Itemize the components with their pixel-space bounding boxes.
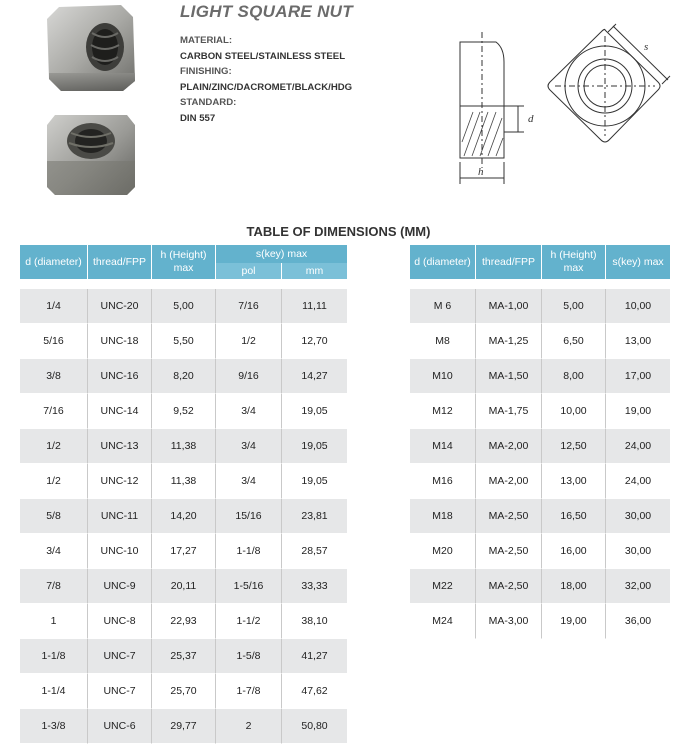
table-cell: 25,70 [152, 674, 216, 709]
header-pol: pol [216, 263, 282, 279]
table-cell: 17,00 [606, 359, 670, 394]
spec-material-label: MATERIAL: [180, 35, 233, 46]
table-cell: 14,20 [152, 499, 216, 534]
table-cell: UNC-16 [88, 359, 152, 394]
table-row [20, 534, 347, 569]
table-cell: 32,00 [606, 569, 670, 604]
table-row [410, 429, 670, 464]
imperial-dimensions-table [20, 245, 347, 744]
square-nut-photo-bottom [45, 111, 137, 197]
table-cell: M12 [410, 394, 476, 429]
header-thread: thread/FPP [476, 245, 542, 279]
table-spacer-row [20, 279, 347, 289]
table-cell: 6,50 [542, 324, 606, 359]
table-cell: 41,27 [282, 639, 347, 674]
technical-drawing [440, 22, 676, 190]
table-cell: 1-3/8 [20, 709, 88, 744]
table-row [410, 464, 670, 499]
drawing-label-h: h [478, 166, 484, 178]
drawing-label-s: s [644, 41, 649, 53]
header-d-diameter: d (diameter) [410, 245, 476, 279]
table-cell: UNC-10 [88, 534, 152, 569]
table-cell: 1-1/8 [20, 639, 88, 674]
table-row [410, 394, 670, 429]
table-cell: UNC-11 [88, 499, 152, 534]
table-cell: 19,05 [282, 394, 347, 429]
table-cell: M22 [410, 569, 476, 604]
table-cell: 5/16 [20, 324, 88, 359]
table-cell: MA-1,75 [476, 394, 542, 429]
table-cell: MA-3,00 [476, 604, 542, 639]
header-h-height [152, 245, 216, 279]
table-cell: UNC-7 [88, 674, 152, 709]
table-cell: 7/16 [20, 394, 88, 429]
spec-finishing-label: FINISHING: [180, 66, 232, 77]
table-row [20, 359, 347, 394]
table-cell: 20,11 [152, 569, 216, 604]
table-cell: 11,38 [152, 464, 216, 499]
table-cell: 5,00 [152, 289, 216, 324]
table-cell: 30,00 [606, 499, 670, 534]
table-row [410, 569, 670, 604]
table-cell: M 6 [410, 289, 476, 324]
table-cell: 3/4 [216, 394, 282, 429]
table-cell: 1-1/4 [20, 674, 88, 709]
table-cell: MA-2,00 [476, 464, 542, 499]
table-cell: 29,77 [152, 709, 216, 744]
table-cell: 23,81 [282, 499, 347, 534]
header-h-line2: max [173, 262, 194, 274]
table-cell: 1/2 [20, 429, 88, 464]
table-cell: 10,00 [542, 394, 606, 429]
table-row [410, 499, 670, 534]
table-row [20, 464, 347, 499]
table-cell: M8 [410, 324, 476, 359]
table-row [410, 289, 670, 324]
table-cell: M14 [410, 429, 476, 464]
table-cell: MA-2,00 [476, 429, 542, 464]
header-s-key: s(key) max [606, 245, 670, 279]
table-cell: 15/16 [216, 499, 282, 534]
table-cell: MA-1,25 [476, 324, 542, 359]
square-nut-photo-top [45, 3, 137, 93]
table-cell: M10 [410, 359, 476, 394]
table-cell: UNC-6 [88, 709, 152, 744]
imperial-table-body [20, 279, 347, 744]
table-cell: 10,00 [606, 289, 670, 324]
table-row [20, 429, 347, 464]
table-cell: 8,20 [152, 359, 216, 394]
table-cell: MA-2,50 [476, 534, 542, 569]
table-cell: 38,10 [282, 604, 347, 639]
table-cell: 24,00 [606, 464, 670, 499]
table-cell: 19,05 [282, 429, 347, 464]
table-cell: UNC-14 [88, 394, 152, 429]
table-cell: 8,00 [542, 359, 606, 394]
header-mm: mm [282, 263, 347, 279]
table-cell: UNC-8 [88, 604, 152, 639]
spec-material-value: CARBON STEEL/STAINLESS STEEL [180, 50, 346, 62]
table-cell: UNC-20 [88, 289, 152, 324]
table-cell: 11,38 [152, 429, 216, 464]
header-d-diameter: d (diameter) [20, 245, 88, 279]
table-cell: 17,27 [152, 534, 216, 569]
table-row [410, 324, 670, 359]
header-thread: thread/FPP [88, 245, 152, 279]
table-cell: MA-2,50 [476, 499, 542, 534]
metric-dimensions-table [410, 245, 670, 639]
table-cell: 1-1/8 [216, 534, 282, 569]
product-specs [180, 33, 352, 126]
table-cell: 18,00 [542, 569, 606, 604]
table-cell: 1-1/2 [216, 604, 282, 639]
table-spacer-row [410, 279, 670, 289]
table-cell: UNC-18 [88, 324, 152, 359]
table-cell: 36,00 [606, 604, 670, 639]
table-cell: M24 [410, 604, 476, 639]
table-cell: 28,57 [282, 534, 347, 569]
table-cell: M16 [410, 464, 476, 499]
table-cell: M20 [410, 534, 476, 569]
table-cell: 47,62 [282, 674, 347, 709]
spec-standard-value: DIN 557 [180, 112, 216, 124]
table-row [20, 394, 347, 429]
header-h-line2: max [563, 262, 584, 274]
table-row [410, 534, 670, 569]
table-cell: 7/16 [216, 289, 282, 324]
header-h-line1: h (Height) [160, 249, 207, 261]
table-cell: 13,00 [606, 324, 670, 359]
table-cell: 1/2 [216, 324, 282, 359]
table-cell: 12,70 [282, 324, 347, 359]
table-cell: 9/16 [216, 359, 282, 394]
table-cell: MA-1,00 [476, 289, 542, 324]
table-cell: MA-2,50 [476, 569, 542, 604]
table-cell: 1/2 [20, 464, 88, 499]
spec-finishing-value: PLAIN/ZINC/DACROMET/BLACK/HDG [180, 81, 353, 93]
table-cell: 1 [20, 604, 88, 639]
table-cell: 16,00 [542, 534, 606, 569]
table-cell: 19,00 [606, 394, 670, 429]
drawing-label-d: d [528, 113, 534, 125]
table-cell: 30,00 [606, 534, 670, 569]
table-row [20, 324, 347, 359]
table-cell: 7/8 [20, 569, 88, 604]
table-row [20, 499, 347, 534]
table-cell: 14,27 [282, 359, 347, 394]
table-row [20, 674, 347, 709]
table-row [20, 569, 347, 604]
table-cell: 2 [216, 709, 282, 744]
product-title: LIGHT SQUARE NUT [180, 2, 353, 21]
table-cell: 1/4 [20, 289, 88, 324]
table-title: TABLE OF DIMENSIONS (MM) [246, 224, 431, 239]
table-cell: 5/8 [20, 499, 88, 534]
table-cell: 13,00 [542, 464, 606, 499]
table-row [20, 604, 347, 639]
table-row [20, 639, 347, 674]
table-spacer [20, 279, 347, 289]
table-cell: 33,33 [282, 569, 347, 604]
table-cell: 16,50 [542, 499, 606, 534]
table-spacer [410, 279, 670, 289]
header-s-key: s(key) max [216, 245, 347, 263]
table-cell: 19,05 [282, 464, 347, 499]
table-cell: 9,52 [152, 394, 216, 429]
table-row [20, 289, 347, 324]
table-cell: 22,93 [152, 604, 216, 639]
table-cell: 3/4 [216, 464, 282, 499]
table-cell: UNC-12 [88, 464, 152, 499]
table-cell: 1-5/16 [216, 569, 282, 604]
table-cell: 5,00 [542, 289, 606, 324]
table-cell: 25,37 [152, 639, 216, 674]
table-cell: 12,50 [542, 429, 606, 464]
header-h-height [542, 245, 606, 279]
metric-table-body [410, 279, 670, 639]
table-cell: UNC-7 [88, 639, 152, 674]
table-cell: 5,50 [152, 324, 216, 359]
table-row [20, 709, 347, 744]
table-cell: 1-5/8 [216, 639, 282, 674]
table-cell: MA-1,50 [476, 359, 542, 394]
header-h-line1: h (Height) [550, 249, 597, 261]
table-cell: 3/4 [20, 534, 88, 569]
table-cell: 3/8 [20, 359, 88, 394]
table-cell: 11,11 [282, 289, 347, 324]
table-row [410, 359, 670, 394]
table-cell: 19,00 [542, 604, 606, 639]
table-row [410, 604, 670, 639]
table-cell: 3/4 [216, 429, 282, 464]
table-cell: 1-7/8 [216, 674, 282, 709]
table-cell: 24,00 [606, 429, 670, 464]
spec-standard-label: STANDARD: [180, 97, 237, 108]
table-cell: 50,80 [282, 709, 347, 744]
table-cell: M18 [410, 499, 476, 534]
table-cell: UNC-13 [88, 429, 152, 464]
table-cell: UNC-9 [88, 569, 152, 604]
